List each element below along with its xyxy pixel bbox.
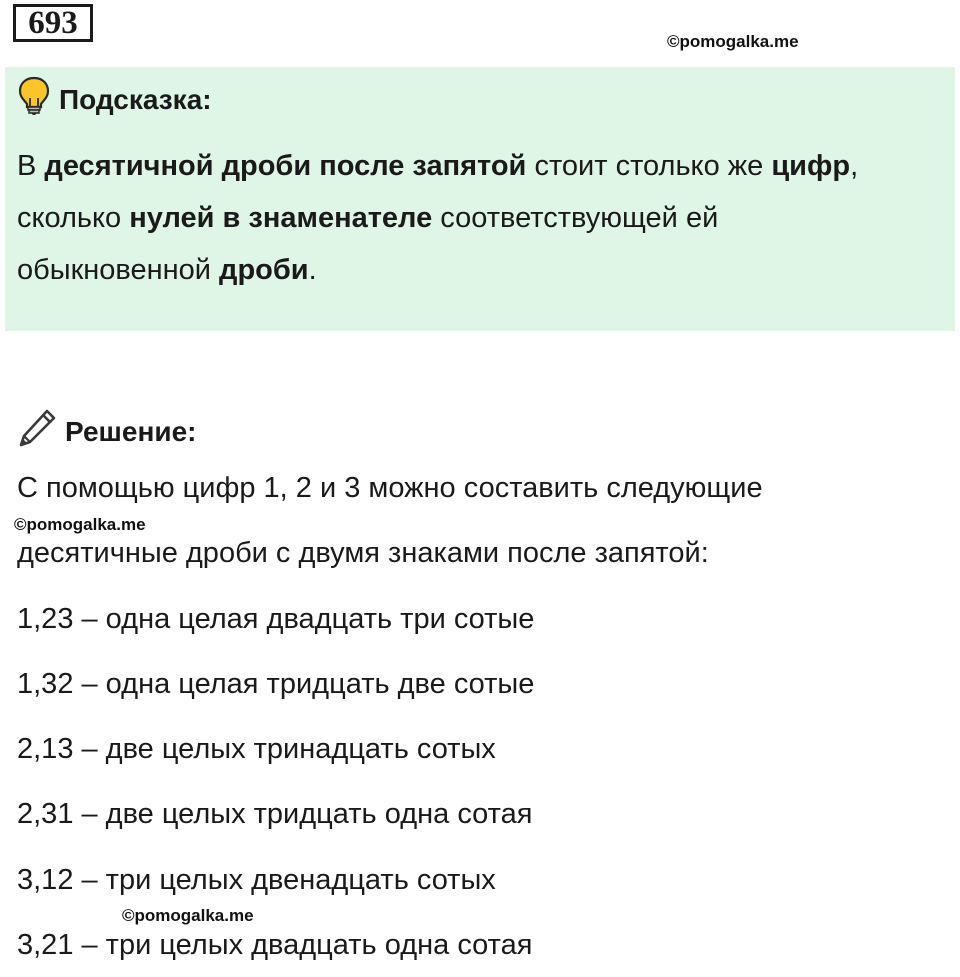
solution-intro-line-2: десятичные дроби с двумя знаками после запятой: <box>17 537 709 569</box>
hint-text-segment: сколько <box>17 202 130 234</box>
hint-text-segment: . <box>308 254 317 286</box>
hint-text-segment: стоит столько же <box>526 150 772 182</box>
hint-text-segment: , <box>850 150 859 182</box>
hint-bold-text: нулей в знаменателе <box>129 202 433 234</box>
solution-title: Решение: <box>65 415 197 447</box>
lightbulb-icon <box>17 76 51 123</box>
hint-bold-text: цифр <box>771 150 851 182</box>
hint-line <box>17 140 947 192</box>
solution-heading <box>17 408 196 455</box>
pencil-icon <box>17 408 57 455</box>
watermark: ©pomogalka.me <box>122 906 254 925</box>
hint-bold-text: десятичной дроби после запятой <box>44 150 527 182</box>
hint-text <box>17 140 947 296</box>
solution-item: 2,31 – две целых тридцать одна сотая <box>17 798 533 830</box>
watermark: ©pomogalka.me <box>14 515 146 534</box>
solution-item: 2,13 – две целых тринадцать сотых <box>17 733 496 765</box>
hint-text-segment: обыкновенной <box>17 254 220 286</box>
solution-item: 3,21 – три целых двадцать одна сотая <box>17 929 533 961</box>
solution-intro-line-1: С помощью цифр 1, 2 и 3 можно составить следующие <box>17 472 763 504</box>
hint-line <box>17 244 947 296</box>
hint-heading <box>17 76 212 123</box>
hint-text-segment: В <box>17 150 45 182</box>
hint-title: Подсказка: <box>59 83 212 115</box>
hint-bold-text: дроби <box>219 254 309 286</box>
solution-item: 1,32 – одна целая тридцать две сотые <box>17 668 535 700</box>
task-number: 693 <box>13 4 93 42</box>
watermark: ©pomogalka.me <box>667 32 799 51</box>
hint-text-segment: соответствующей ей <box>432 202 719 234</box>
solution-item: 3,12 – три целых двенадцать сотых <box>17 864 496 896</box>
hint-line <box>17 192 947 244</box>
solution-item: 1,23 – одна целая двадцать три сотые <box>17 603 535 635</box>
